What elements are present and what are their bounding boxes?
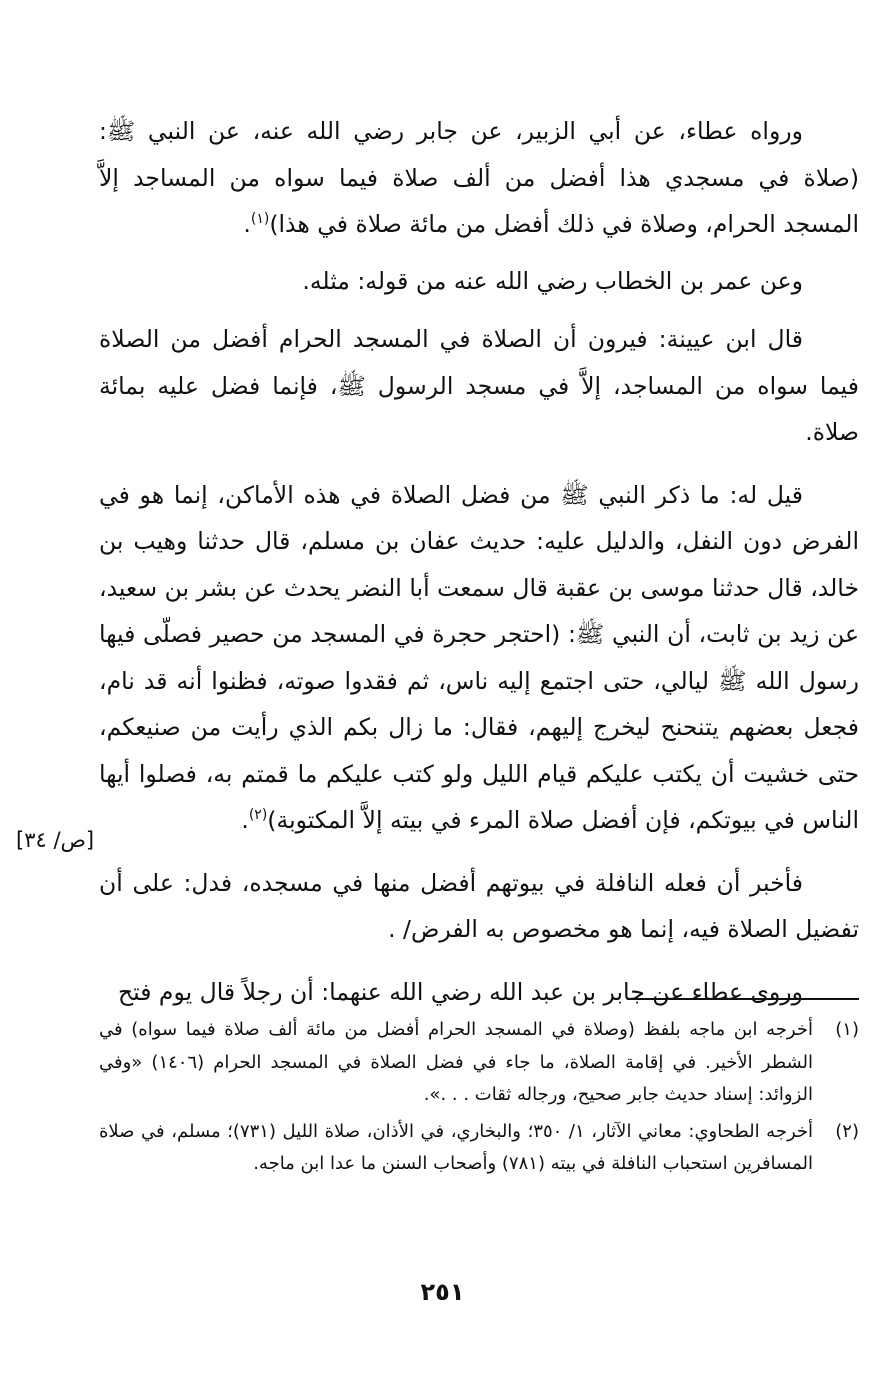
- paragraph-2: [99, 258, 859, 305]
- footnotes: [99, 1014, 859, 1185]
- paragraph-6-text: وروى عطاء عن جابر بن عبد الله رضي الله عنهما: أن رجلاً قال يوم فتح: [117, 977, 803, 1006]
- footnote-2-number: (٢): [835, 1120, 859, 1142]
- footnote-2: [99, 1116, 859, 1181]
- page-number: ٢٥١: [420, 1278, 465, 1306]
- paragraph-6: [99, 969, 859, 1016]
- footnote-ref-2[interactable]: (٢): [248, 807, 268, 824]
- margin-page-reference: [ص/ ٣٤]: [16, 828, 95, 852]
- main-text: [99, 108, 859, 1031]
- footnote-1: [99, 1014, 859, 1112]
- paragraph-4-text: قيل له: ما ذكر النبي ﷺ من فضل الصلاة في هذه الأماكن، إنما هو في الفرض دون النفل، والدليل عليه: حديث عفان بن مسلم، قال حدثنا وهيب بن خالد، قال حدثنا موسى بن عقبة قال سمعت أبا النضر يحدث عن بشر بن سعيد، عن زيد بن ثابت، أن النبي ﷺ: (احتجر حجرة في المسجد من حصير فصلّى فيها رسول الله ﷺ ليالي، حتى اجتمع إليه ناس، ثم فقدوا صوته، فظنوا أنه قد نام، فجعل بعضهم يتنحنح ليخرج إليهم، فقال: ما زال بكم الذي رأيت من صنيعكم، حتى خشيت أن يكتب عليكم قيام الليل ولو كتب عليكم ما قمتم به، فصلوا أيها الناس في بيوتكم، فإن أفضل صلاة المرء في بيته إلاَّ المكتوبة): [99, 480, 859, 834]
- paragraph-2-text: وعن عمر بن الخطاب رضي الله عنه من قوله: مثله.: [302, 266, 803, 295]
- paragraph-3: [99, 316, 859, 456]
- footnote-1-text: أخرجه ابن ماجه بلفظ (وصلاة في المسجد الحرام أفضل من مائة ألف صلاة فيما سواه) في الشطر الأخير. في إقامة الصلاة، ما جاء في فضل الصلاة في المسجد الحرام (١٤٠٦) «وفي الزوائد: إسناد حديث جابر صحيح، ورجاله ثقات . . .».: [99, 1019, 813, 1105]
- paragraph-5: [99, 860, 859, 953]
- footnote-1-number: (١): [835, 1019, 859, 1040]
- paragraph-1: [99, 108, 859, 248]
- footnote-2-text: أخرجه الطحاوي: معاني الآثار، ١/ ٣٥٠؛ والبخاري، في الأذان، صلاة الليل (٧٣١)؛ مسلم، في صلاة المسافرين استحباب النافلة في بيته (٧٨١) وأصحاب السنن ما عدا ابن ماجه.: [99, 1120, 814, 1174]
- paragraph-4: [99, 472, 859, 844]
- paragraph-5-text: فأخبر أن فعله النافلة في بيوتهم أفضل منها في مسجده، فدل: على أن تفضيل الصلاة فيه، إنما هو مخصوص به الفرض/ .: [99, 868, 859, 943]
- footnote-separator: [627, 998, 859, 1000]
- footnote-ref-1[interactable]: (١): [250, 211, 270, 228]
- paragraph-4-period: .: [241, 806, 249, 834]
- paragraph-3-text: قال ابن عيينة: فيرون أن الصلاة في المسجد الحرام أفضل من الصلاة فيما سواه من المساجد، إلاَّ في مسجد الرسول ﷺ، فإنما فضل عليه بمائة صلاة.: [99, 325, 859, 446]
- paragraph-1-period: .: [243, 210, 251, 238]
- paragraph-1-text: ورواه عطاء، عن أبي الزبير، عن جابر رضي الله عنه، عن النبي ﷺ: (صلاة في مسجدي هذا أفضل من ألف صلاة فيما سواه من المساجد إلاَّ المسجد الحرام، وصلاة في ذلك أفضل من مائة صلاة في هذا): [99, 117, 859, 238]
